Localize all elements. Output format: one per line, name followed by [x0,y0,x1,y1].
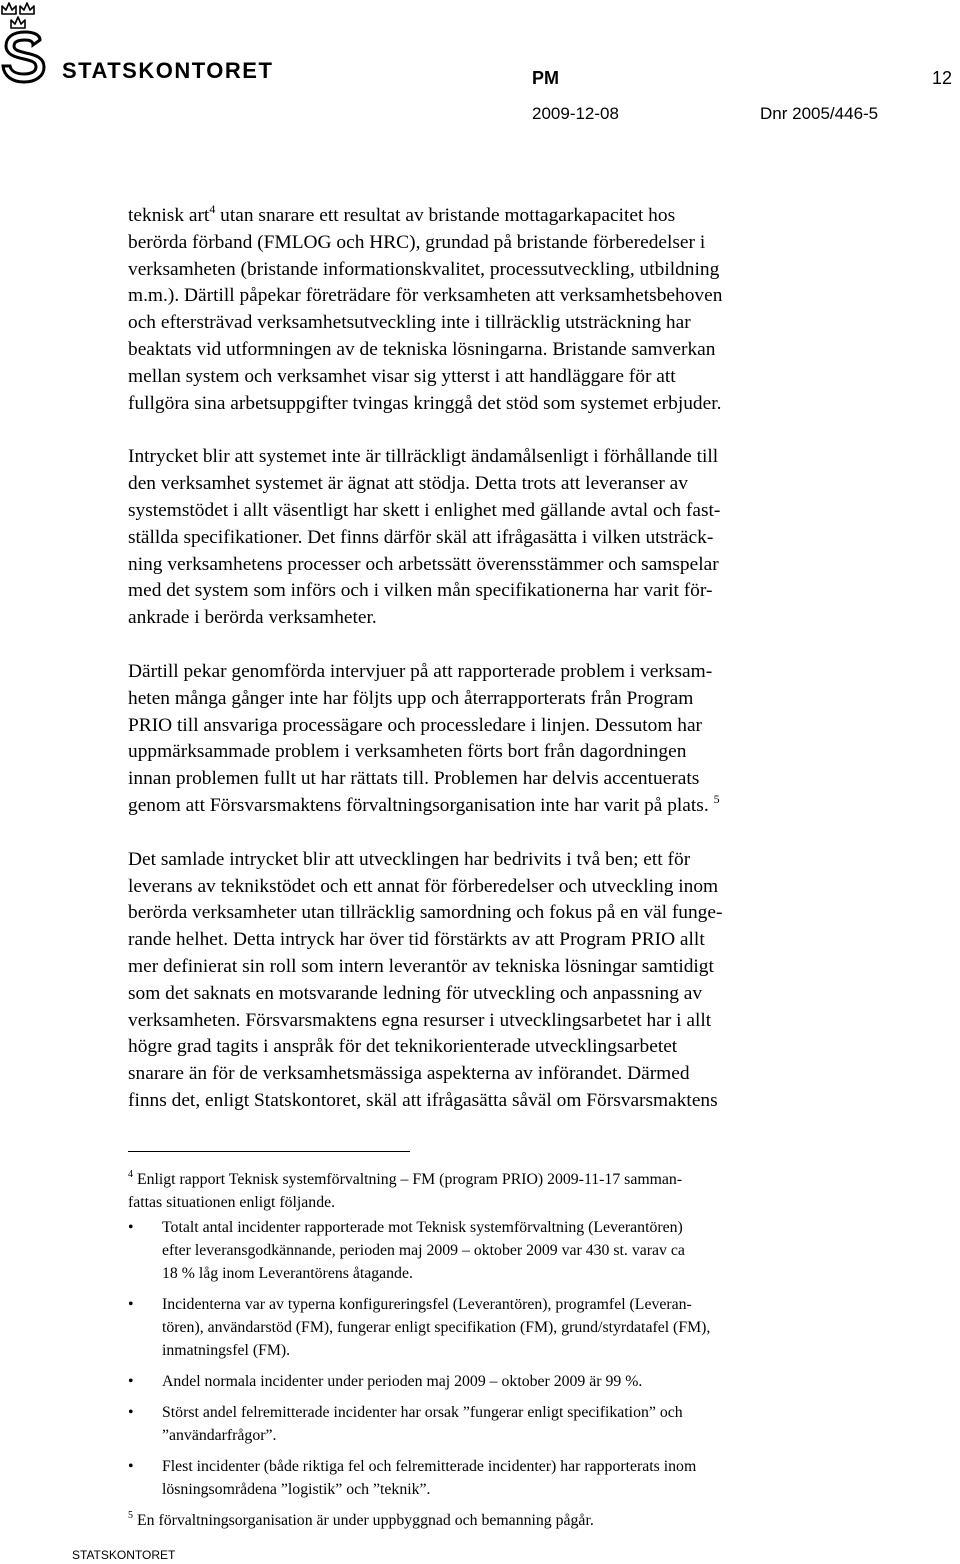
text-line: verksamheten. Försvarsmaktens egna resurser i utvecklingsarbetet har i allt [128,1009,712,1031]
text-line: leverans av teknikstödet och ett annat för förberedelser och utveckling inom [128,875,719,897]
footnote-5 [128,1509,848,1532]
footnote-separator [128,1151,410,1152]
text-line: Intrycket blir att systemet inte är tillräckligt ändamålsenligt i förhållande till [128,446,719,468]
list-item: • Incidenterna var av typerna konfigureringsfel (Leverantören), programfel (Leveran- tören), användarstöd (FM), fungerar enligt specifikation (FM), grund/styrdatafel (FM), inmatningsfel (FM). [128,1293,848,1362]
page-number: 12 [931,68,952,88]
bullet-icon: • [128,1458,134,1475]
text-line: snarare än för de verksamhetsmässiga aspekterna av införandet. Därmed [128,1063,690,1085]
text-line: högre grad tagits i anspråk för det teknikorienterade utvecklingsarbetet [128,1036,678,1058]
text-line: Därtill pekar genomförda intervjuer på att rapporterade problem i verksam- [128,660,713,682]
text-line: den verksamhet systemet är ägnat att stödja. Detta trots att leveranser av [128,473,688,495]
document-type: PM [532,68,559,88]
list-item: • Totalt antal incidenter rapporterade mot Teknisk systemförvaltning (Leverantören) efter leveransgodkännande, perioden maj 2009 – oktober 2009 var 430 st. varav ca 18 % låg inom Leverantörens åtagande. [128,1216,848,1285]
text-line: PRIO till ansvariga processägare och processledare i linjen. Dessutom har [128,714,703,736]
list-item: • Andel normala incidenter under perioden maj 2009 – oktober 2009 är 99 %. [128,1370,848,1393]
text-line: Det samlade intrycket blir att utvecklingen har bedrivits i två ben; ett för [128,848,691,870]
document-date: 2009-12-08 [532,104,619,123]
text-line: $^5$ En förvaltningsorganisation är under uppbyggnad och bemanning pågår. [128,1510,594,1529]
text-line: som det saknats en motsvarande ledning för utveckling och anpassning av [128,982,703,1004]
statskontoret-logo-icon [0,0,50,90]
text-line: fattas situationen enligt följande. [128,1194,336,1211]
bullet-icon: • [128,1219,134,1236]
text-line: m.m.). Därtill påpekar företrädare för verksamheten att verksamhetsbehoven [128,285,723,307]
text-line: och eftersträvad verksamhetsutveckling inte i tillräcklig utsträckning har [128,312,691,334]
text-line: teknisk art$^4$ utan snarare ett resultat av bristande mottagarkapacitet hos [128,202,676,226]
text-line: ställda specifikationer. Det finns därför skäl att ifrågasätta i vilken utsträck- [128,526,714,548]
footnote-mark: 5 [128,1510,133,1521]
paragraph [128,847,848,1115]
footnotes [128,1168,848,1532]
text-line: berörda förband (FMLOG och HRC), grundad på bristande förberedelser i [128,231,706,253]
organization-name: STATSKONTORET [62,58,274,83]
paragraph [128,203,848,417]
text-line: ning verksamhetens processer och arbetssätt överensstämmer och samspelar [128,553,719,575]
list-item: • Störst andel felremitterade incidenter har orsak ”fungerar enligt specifikation” och ”användarfrågor”. [128,1401,848,1447]
text-line: heten många gånger inte har följts upp och återrapporterats från Program [128,687,694,709]
text-line: fullgöra sina arbetsuppgifter tvingas kringgå det stöd som systemet erbjuder. [128,392,722,414]
footnote-ref-4[interactable]: 4 [209,202,216,216]
text-line: berörda verksamheter utan tillräcklig samordning och fokus på en väl funge- [128,902,723,924]
text-line: uppmärksammade problem i verksamheten förts bort från dagordningen [128,741,687,763]
paragraph [128,444,848,632]
bullet-icon: • [128,1404,134,1421]
footnote-bullet-list [128,1216,848,1501]
text-line: mer definierat sin roll som intern leverantör av tekniska lösningar samtidigt [128,955,714,977]
text-line: genom att Försvarsmaktens förvaltningsorganisation inte har varit på plats. $^5$ [128,791,720,816]
text-line: systemstödet i allt väsentligt har skett i enlighet med gällande avtal och fast- [128,499,721,521]
page-footer: STATSKONTORET [72,1548,176,1562]
text-line: mellan system och verksamhet visar sig ytterst i att handläggare för att [128,365,676,387]
bullet-icon: • [128,1373,134,1390]
paragraph [128,659,848,820]
body-text [128,203,848,1142]
list-item: • Flest incidenter (både riktiga fel och felremitterade incidenter) har rapporterats inom lösningsområdena ”logistik” och ”teknik”. [128,1455,848,1501]
text-line: rande helhet. Detta intryck har över tid förstärkts av att Program PRIO allt [128,929,705,951]
text-line: beaktats vid utformningen av de tekniska lösningarna. Bristande samverkan [128,338,716,360]
footnote-4 [128,1168,848,1214]
text-line: med det system som införs och i vilken mån specifikationerna har varit för- [128,580,713,602]
text-line: $^4$ Enligt rapport Teknisk systemförvaltning – FM (program PRIO) 2009-11-17 samman- [128,1169,683,1188]
text-line: ankrade i berörda verksamheter. [128,607,377,629]
text-line: verksamheten (bristande informationskvalitet, processutveckling, utbildning [128,258,720,280]
footnote-mark: 4 [128,1169,133,1180]
registration-number: Dnr 2005/446-5 [760,104,879,123]
text-line: innan problemen fullt ut har rättats till. Problemen har delvis accentuerats [128,768,700,790]
footnote-ref-5[interactable]: 5 [713,791,720,806]
bullet-icon: • [128,1296,134,1313]
text-line: finns det, enligt Statskontoret, skäl att ifrågasätta såväl om Försvarsmaktens [128,1089,718,1111]
